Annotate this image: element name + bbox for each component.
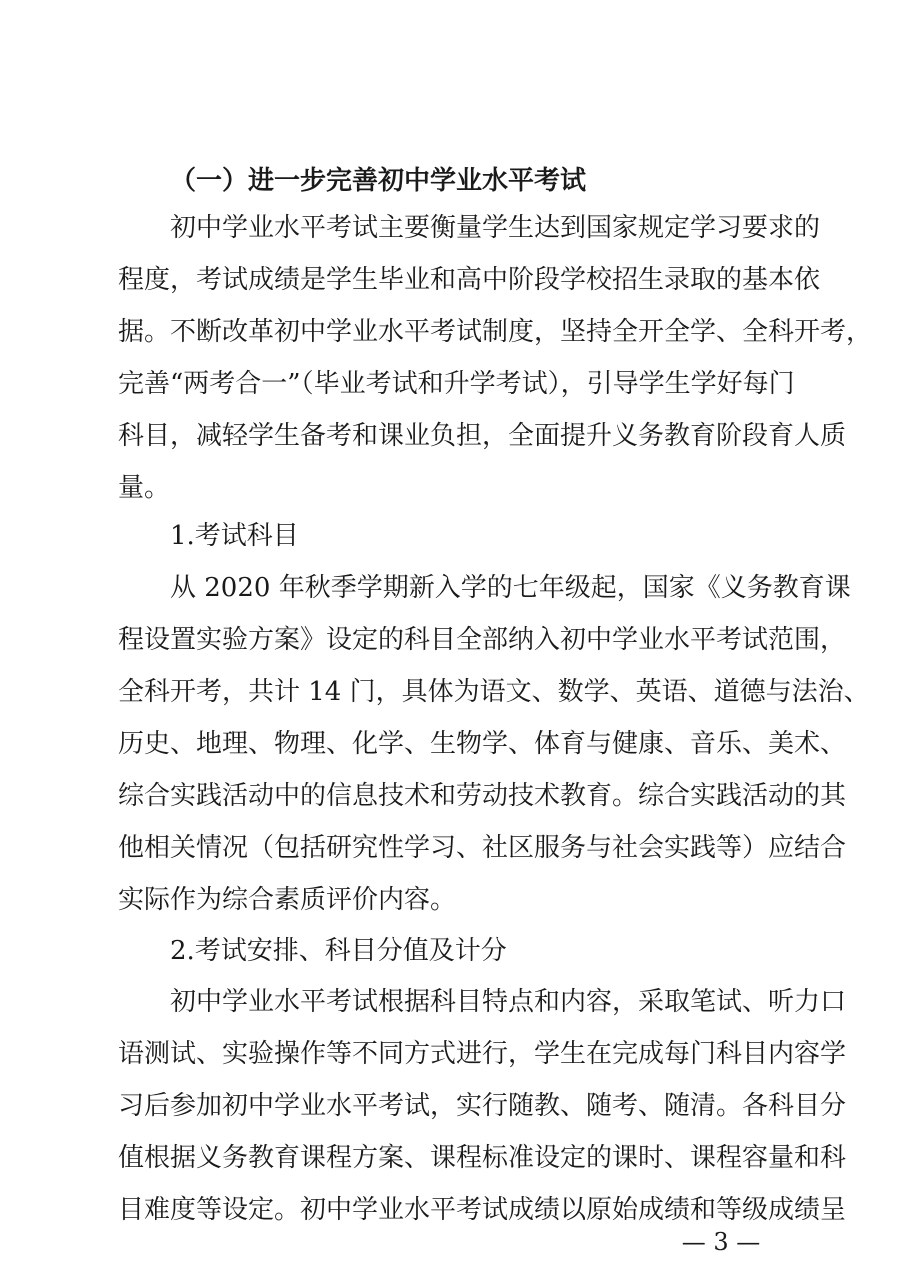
subheading-exam-arrangement: 2.考试安排、科目分值及计分: [170, 936, 507, 966]
paragraph-line: 据。不断改革初中学业水平考试制度，坚持全开全学、全科开考，: [118, 317, 873, 347]
paragraph-line: 习后参加初中学业水平考试，实行随教、随考、随清。各科目分: [118, 1091, 847, 1121]
paragraph-line: 全科开考，共计 14 门，具体为语文、数学、英语、道德与法治、: [118, 677, 870, 707]
paragraph-line: 程设置实验方案》设定的科目全部纳入初中学业水平考试范围，: [118, 625, 847, 655]
paragraph-line: 综合实践活动中的信息技术和劳动技术教育。综合实践活动的其: [118, 781, 847, 811]
paragraph-line: 初中学业水平考试主要衡量学生达到国家规定学习要求的: [170, 213, 821, 243]
paragraph-line: 科目，减轻学生备考和课业负担，全面提升义务教育阶段育人质: [118, 421, 847, 451]
paragraph-line: 从 2020 年秋季学期新入学的七年级起，国家《义务教育课: [170, 573, 851, 603]
page-number: — 3 —: [681, 1228, 761, 1256]
paragraph-line: 量。: [118, 473, 171, 503]
paragraph-line: 历史、地理、物理、化学、生物学、体育与健康、音乐、美术、: [118, 729, 847, 759]
paragraph-line: 初中学业水平考试根据科目特点和内容，采取笔试、听力口: [170, 987, 847, 1017]
paragraph-line: 语测试、实验操作等不同方式进行，学生在完成每门科目内容学: [118, 1039, 847, 1069]
section-heading: （一）进一步完善初中学业水平考试: [170, 166, 587, 196]
paragraph-line: 目难度等设定。初中学业水平考试成绩以原始成绩和等级成绩呈: [118, 1195, 847, 1225]
paragraph-line: 值根据义务教育课程方案、课程标准设定的课时、课程容量和科: [118, 1143, 847, 1173]
paragraph-line: 程度，考试成绩是学生毕业和高中阶段学校招生录取的基本依: [118, 265, 821, 295]
subheading-exam-subjects: 1.考试科目: [170, 521, 299, 551]
paragraph-line: 实际作为综合素质评价内容。: [118, 885, 457, 915]
paragraph-line: 完善“两考合一”（毕业考试和升学考试），引导学生学好每门: [118, 369, 795, 399]
paragraph-line: 他相关情况（包括研究性学习、社区服务与社会实践等）应结合: [118, 833, 847, 863]
